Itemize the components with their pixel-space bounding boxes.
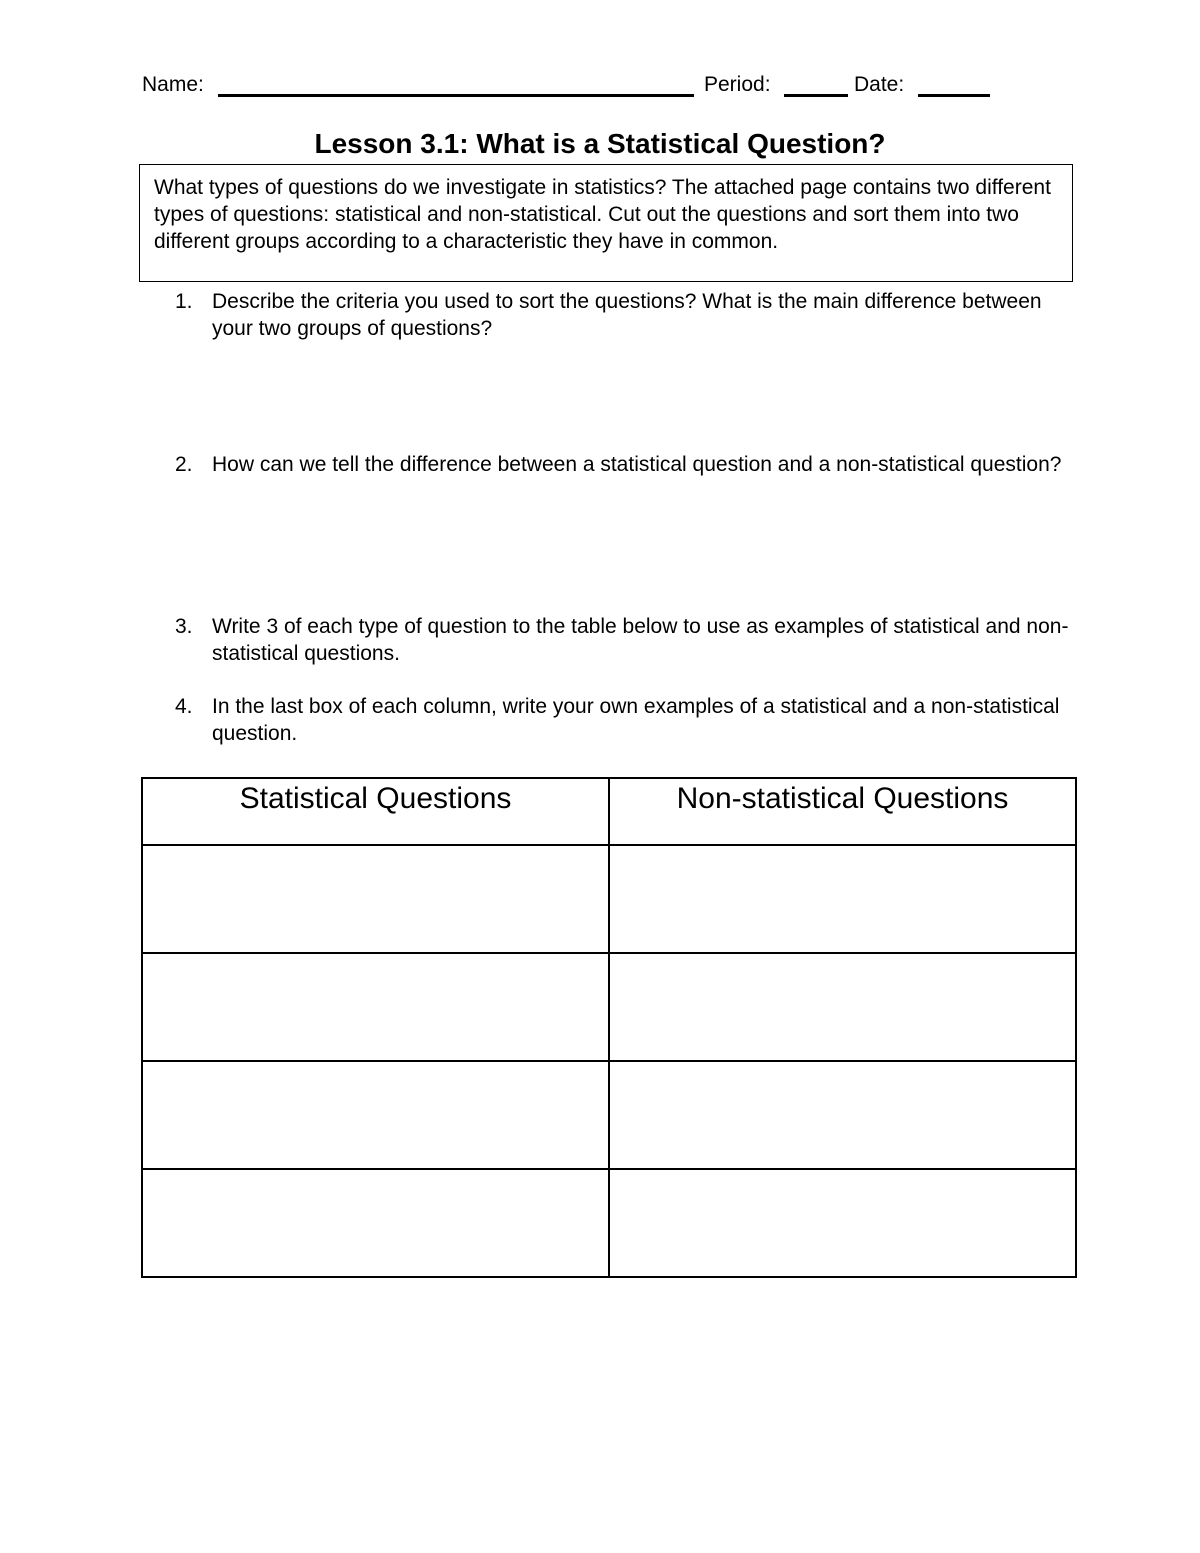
question-number: 1. bbox=[175, 290, 193, 313]
table-row bbox=[142, 1169, 1076, 1277]
name-label: Name: bbox=[142, 73, 204, 96]
question-text: How can we tell the difference between a statistical question and a non-statistical question? bbox=[212, 453, 1062, 476]
question-number: 4. bbox=[175, 695, 193, 718]
non-statistical-cell[interactable] bbox=[609, 1061, 1076, 1169]
question-text: Write 3 of each type of question to the table below to use as examples of statistical and non-statistical questions. bbox=[212, 615, 1069, 665]
question-number: 3. bbox=[175, 615, 193, 638]
table-header-row bbox=[142, 778, 1076, 845]
question-number: 2. bbox=[175, 453, 193, 476]
name-blank[interactable] bbox=[218, 94, 694, 97]
table-row bbox=[142, 953, 1076, 1061]
non-statistical-cell[interactable] bbox=[609, 953, 1076, 1061]
table-row bbox=[142, 845, 1076, 953]
statistical-cell[interactable] bbox=[142, 845, 609, 953]
statistical-cell[interactable] bbox=[142, 953, 609, 1061]
page-title: Lesson 3.1: What is a Statistical Question? bbox=[314, 128, 886, 159]
question-text: In the last box of each column, write your own examples of a statistical and a non-statistical question. bbox=[212, 695, 1060, 745]
statistical-cell[interactable] bbox=[142, 1061, 609, 1169]
non-statistical-header: Non-statistical Questions bbox=[609, 778, 1076, 845]
non-statistical-cell[interactable] bbox=[609, 845, 1076, 953]
period-blank[interactable] bbox=[784, 94, 848, 97]
student-info-line bbox=[142, 70, 992, 100]
statistical-cell[interactable] bbox=[142, 1169, 609, 1277]
table-row bbox=[142, 1061, 1076, 1169]
question-text: Describe the criteria you used to sort the questions? What is the main difference between your two groups of questions? bbox=[212, 290, 1042, 340]
date-label: Date: bbox=[854, 73, 905, 96]
sort-table bbox=[141, 777, 1077, 1278]
intro-box: What types of questions do we investigate in statistics? The attached page contains two different types of questions: statistical and non-statistical. Cut out the questions and sort them into two different groups according to a characteristic they have in common. bbox=[139, 164, 1073, 282]
date-blank[interactable] bbox=[918, 94, 990, 97]
statistical-header: Statistical Questions bbox=[142, 778, 609, 845]
period-label: Period: bbox=[704, 73, 771, 96]
non-statistical-cell[interactable] bbox=[609, 1169, 1076, 1277]
